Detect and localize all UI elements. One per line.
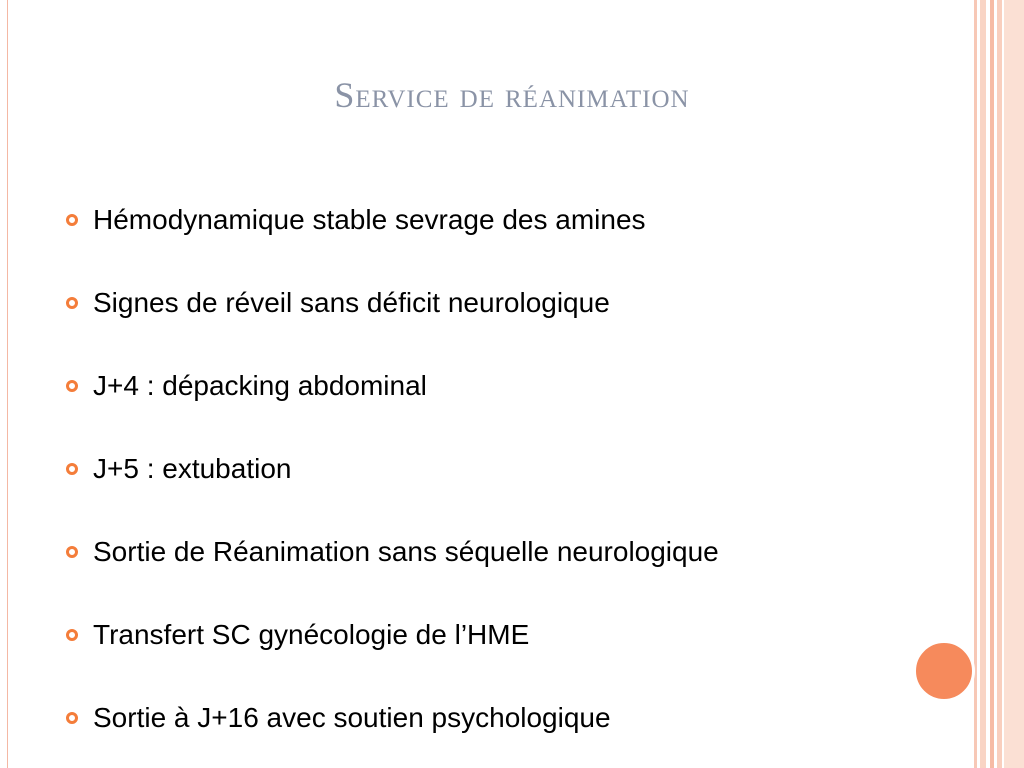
accent-circle-decoration: [913, 640, 975, 702]
bullet-circle-icon: [66, 214, 78, 226]
bullet-text: Sortie à J+16 avec soutien psychologique: [93, 701, 611, 733]
list-item: [60, 344, 900, 427]
list-item: [60, 261, 900, 344]
slide-title: Service de réanimation: [334, 75, 690, 115]
list-item: [60, 427, 900, 510]
list-item: [60, 178, 900, 261]
bullet-text: Sortie de Réanimation sans séquelle neurologique: [93, 535, 719, 567]
bullet-text: Hémodynamique stable sevrage des amines: [93, 203, 646, 235]
list-item: [60, 676, 900, 759]
list-item: [60, 593, 900, 676]
bullet-text: J+5 : extubation: [93, 452, 292, 484]
bullet-circle-icon: [66, 546, 78, 558]
bullet-circle-icon: [66, 380, 78, 392]
bullet-circle-icon: [66, 712, 78, 724]
bullet-text: Signes de réveil sans déficit neurologique: [93, 286, 610, 318]
list-item: [60, 510, 900, 593]
bullet-text: J+4 : dépacking abdominal: [93, 369, 427, 401]
bullet-circle-icon: [66, 297, 78, 309]
bullet-circle-icon: [66, 463, 78, 475]
bullet-text: Transfert SC gynécologie de l’HME: [93, 618, 530, 650]
bullet-list: [60, 178, 900, 759]
bullet-circle-icon: [66, 629, 78, 641]
